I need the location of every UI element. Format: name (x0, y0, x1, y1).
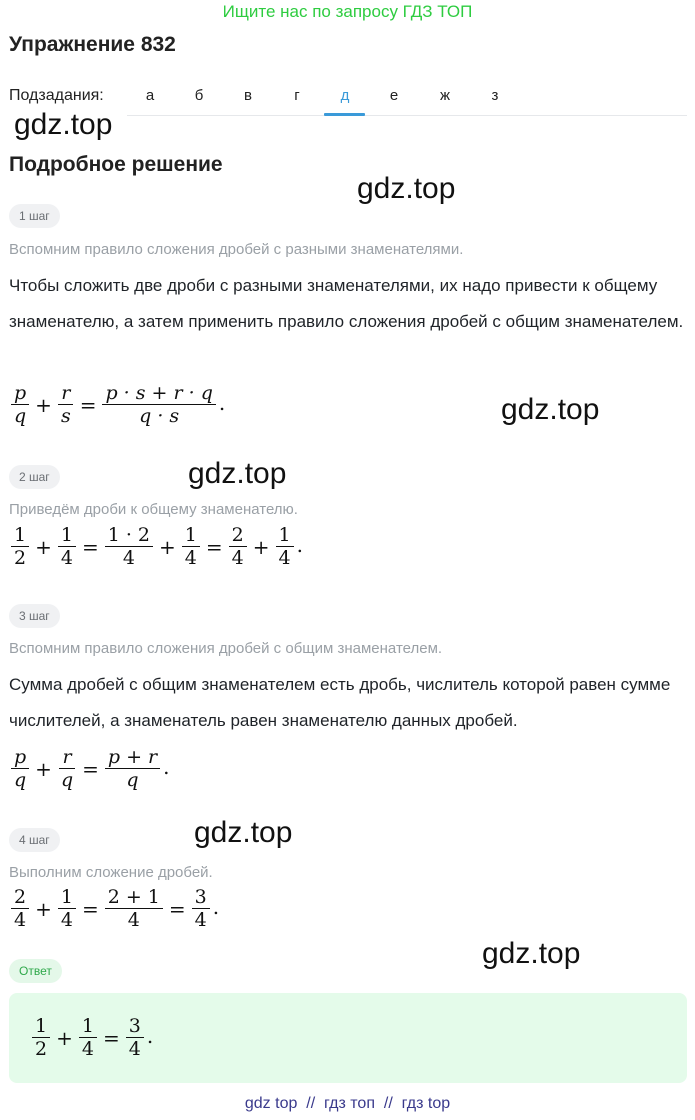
fraction-denominator: 4 (81, 1038, 94, 1060)
answer-badge: Ответ (9, 959, 62, 983)
step-hint: Выполним сложение дробей. (9, 864, 213, 881)
step-hint: Вспомним правило сложения дробей с разными знаменателями. (9, 241, 464, 258)
subtask-tab-b[interactable]: б (194, 87, 204, 104)
fraction-numerator: p (11, 746, 29, 769)
fraction-denominator: q (126, 769, 139, 791)
fraction-denominator: 2 (35, 1038, 48, 1060)
subtasks-label: Подзадания: (9, 87, 104, 104)
fraction-numerator: 1 · 2 (105, 524, 153, 547)
fraction-numerator: 1 (79, 1015, 97, 1038)
subtask-tab-d[interactable]: д (340, 87, 350, 104)
subtask-tab-z[interactable]: з (491, 87, 499, 104)
fraction-denominator: q (14, 405, 27, 427)
section-title: Подробное решение (9, 153, 223, 176)
fraction-denominator: 4 (128, 1038, 141, 1060)
fraction-numerator: 2 + 1 (105, 886, 163, 909)
step-badge: 4 шаг (9, 828, 60, 852)
subtask-tab-v[interactable]: в (244, 87, 252, 104)
fraction-numerator: 1 (58, 524, 76, 547)
formula: $\frac{p}{q}$ + $\frac{r}{q}$ = $\frac{p + r}{q}$ . (9, 746, 169, 791)
fraction-numerator: 3 (126, 1015, 144, 1038)
watermark: gdz.top (501, 393, 600, 426)
fraction-denominator: 4 (231, 547, 244, 569)
fraction-denominator: 4 (60, 909, 73, 931)
answer-formula: $\frac{1}{2}$ + $\frac{1}{4}$ = $\frac{3}{4}$ . (30, 1015, 153, 1060)
step-badge: 1 шаг (9, 204, 60, 228)
fraction-denominator: s (60, 405, 71, 427)
subtask-tab-zh[interactable]: ж (439, 87, 451, 104)
page-title: Упражнение 832 (9, 33, 176, 56)
fraction-numerator: 2 (229, 524, 247, 547)
fraction-numerator: 1 (182, 524, 200, 547)
subtask-tab-a[interactable]: а (145, 87, 155, 104)
fraction-denominator: q · s (139, 405, 180, 427)
fraction-denominator: 4 (278, 547, 291, 569)
watermark: gdz.top (482, 937, 581, 970)
fraction-numerator: p + r (105, 746, 160, 769)
step-badge: 3 шаг (9, 604, 60, 628)
fraction-denominator: 4 (122, 547, 135, 569)
fraction-numerator: 1 (58, 886, 76, 909)
fraction-numerator: 1 (11, 524, 29, 547)
fraction-numerator: p (11, 382, 29, 405)
step-text: Сумма дробей с общим знаменателем есть дробь, числитель которой равен сумме числителей, а знаменатель равен знаменателю данных дробей. (9, 675, 671, 730)
subtask-tab-e[interactable]: е (389, 87, 399, 104)
step-hint: Вспомним правило сложения дробей с общим знаменателем. (9, 640, 443, 657)
step-text: Чтобы сложить две дроби с разными знаменателями, их надо привести к общему знаменателю, а затем применить правило сложения дробей с общим знаменателем. (9, 276, 684, 331)
footer-links[interactable]: gdz top // гдз топ // гдз top (244, 1095, 451, 1112)
fraction-numerator: 2 (11, 886, 29, 909)
fraction-numerator: 1 (276, 524, 294, 547)
formula: $\frac{1}{2}$ + $\frac{1}{4}$ = $\frac{1 \cdot 2}{4}$ + $\frac{1}{4}$ = $\frac{2}{4}$ + $\frac{1}{4}$ . (9, 524, 303, 569)
fraction-denominator: q (60, 769, 74, 791)
watermark: gdz.top (188, 457, 287, 490)
fraction-denominator: 4 (184, 547, 197, 569)
step-badge: 2 шаг (9, 465, 60, 489)
fraction-denominator: 4 (14, 909, 27, 931)
fraction-numerator: p · s + r · q (102, 382, 215, 405)
fraction-denominator: 2 (14, 547, 27, 569)
watermark: gdz.top (14, 108, 113, 141)
watermark: gdz.top (194, 816, 293, 849)
search-banner: Ищите нас по запросу ГДЗ ТОП (222, 2, 473, 21)
watermark: gdz.top (357, 172, 456, 205)
fraction-denominator: q (14, 769, 27, 791)
subtask-tab-g[interactable]: г (294, 87, 300, 104)
fraction-denominator: 4 (60, 547, 73, 569)
fraction-numerator: 1 (32, 1015, 50, 1038)
active-tab-underline (324, 113, 365, 116)
formula: $\frac{2}{4}$ + $\frac{1}{4}$ = $\frac{2 + 1}{4}$ = $\frac{3}{4}$ . (9, 886, 219, 931)
formula: $\frac{p}{q}$ + $\frac{r}{s}$ = $\frac{p \cdot s + r \cdot q}{q \cdot s}$ . (9, 382, 225, 427)
fraction-numerator: 3 (192, 886, 210, 909)
fraction-numerator: r (58, 382, 73, 405)
fraction-numerator: r (59, 746, 74, 769)
fraction-denominator: 4 (194, 909, 207, 931)
step-hint: Приведём дроби к общему знаменателю. (9, 501, 298, 518)
fraction-denominator: 4 (127, 909, 140, 931)
subtasks-divider (127, 115, 687, 116)
